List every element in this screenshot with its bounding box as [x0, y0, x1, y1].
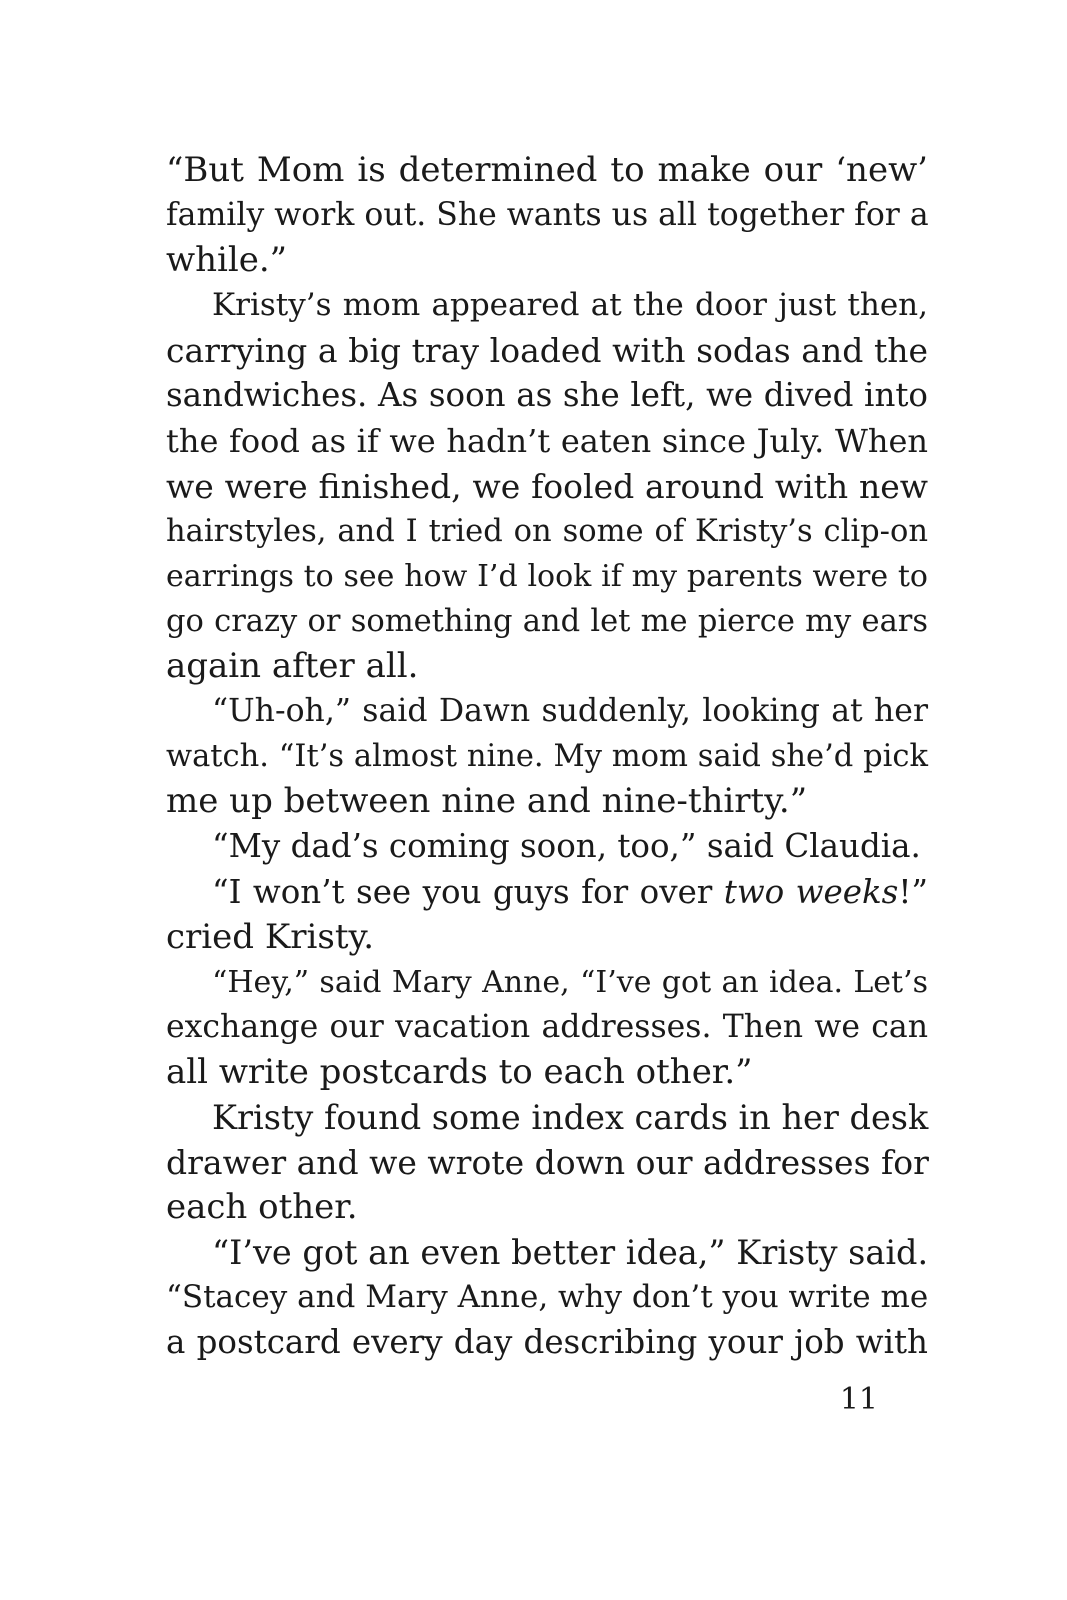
text-line: Kristy found some index cards in her desk — [212, 1097, 929, 1137]
text-line: sandwiches. As soon as she left, we dived into — [166, 376, 928, 415]
text-line: “Uh-oh,” said Dawn suddenly, looking at her — [212, 693, 928, 730]
text-line: “Stacey and Mary Anne, why don’t you write me — [166, 1279, 929, 1316]
text-line: exchange our vacation addresses. Then we can — [166, 1008, 928, 1045]
text-line: family work out. She wants us all together for a — [166, 197, 929, 234]
italic-emphasis: two weeks — [723, 872, 899, 911]
text-line: we were finished, we fooled around with new — [166, 466, 928, 506]
text-line: earrings to see how I’d look if my parents were to — [166, 558, 928, 594]
text-line: “Hey,” said Mary Anne, “I’ve got an idea. Let’s — [212, 964, 928, 1000]
text-line: the food as if we hadn’t eaten since July. When — [166, 421, 928, 460]
text-line: “My dad’s coming soon, too,” said Claudia. — [212, 827, 921, 866]
text-line — [166, 870, 928, 915]
text-line: drawer and we wrote down our addresses for — [166, 1143, 929, 1183]
page-number: 11 — [839, 1382, 878, 1417]
body-text — [166, 148, 928, 1366]
text-line: hairstyles, and I tried on some of Kristy’s clip-on — [166, 513, 928, 549]
text-line: again after all. — [166, 646, 419, 687]
text-line: go crazy or something and let me pierce my ears — [166, 603, 928, 639]
text-line: each other. — [166, 1187, 358, 1228]
text-segment: “I won’t see you guys for over — [212, 872, 724, 911]
text-line: Kristy’s mom appeared at the door just then, — [212, 287, 928, 324]
text-line: watch. “It’s almost nine. My mom said she’d pick — [166, 739, 928, 775]
text-segment: !” — [898, 872, 929, 911]
text-line: a postcard every day describing your job with — [166, 1323, 928, 1362]
text-line: me up between nine and nine-thirty.” — [166, 781, 808, 822]
text-line: carrying a big tray loaded with sodas and the — [166, 331, 928, 371]
text-line: cried Kristy. — [166, 916, 375, 957]
text-line: “But Mom is determined to make our ‘new’ — [166, 150, 928, 190]
text-line: all write postcards to each other.” — [166, 1051, 753, 1092]
text-line: while.” — [166, 240, 288, 281]
text-line: “I’ve got an even better idea,” Kristy said. — [212, 1233, 929, 1273]
